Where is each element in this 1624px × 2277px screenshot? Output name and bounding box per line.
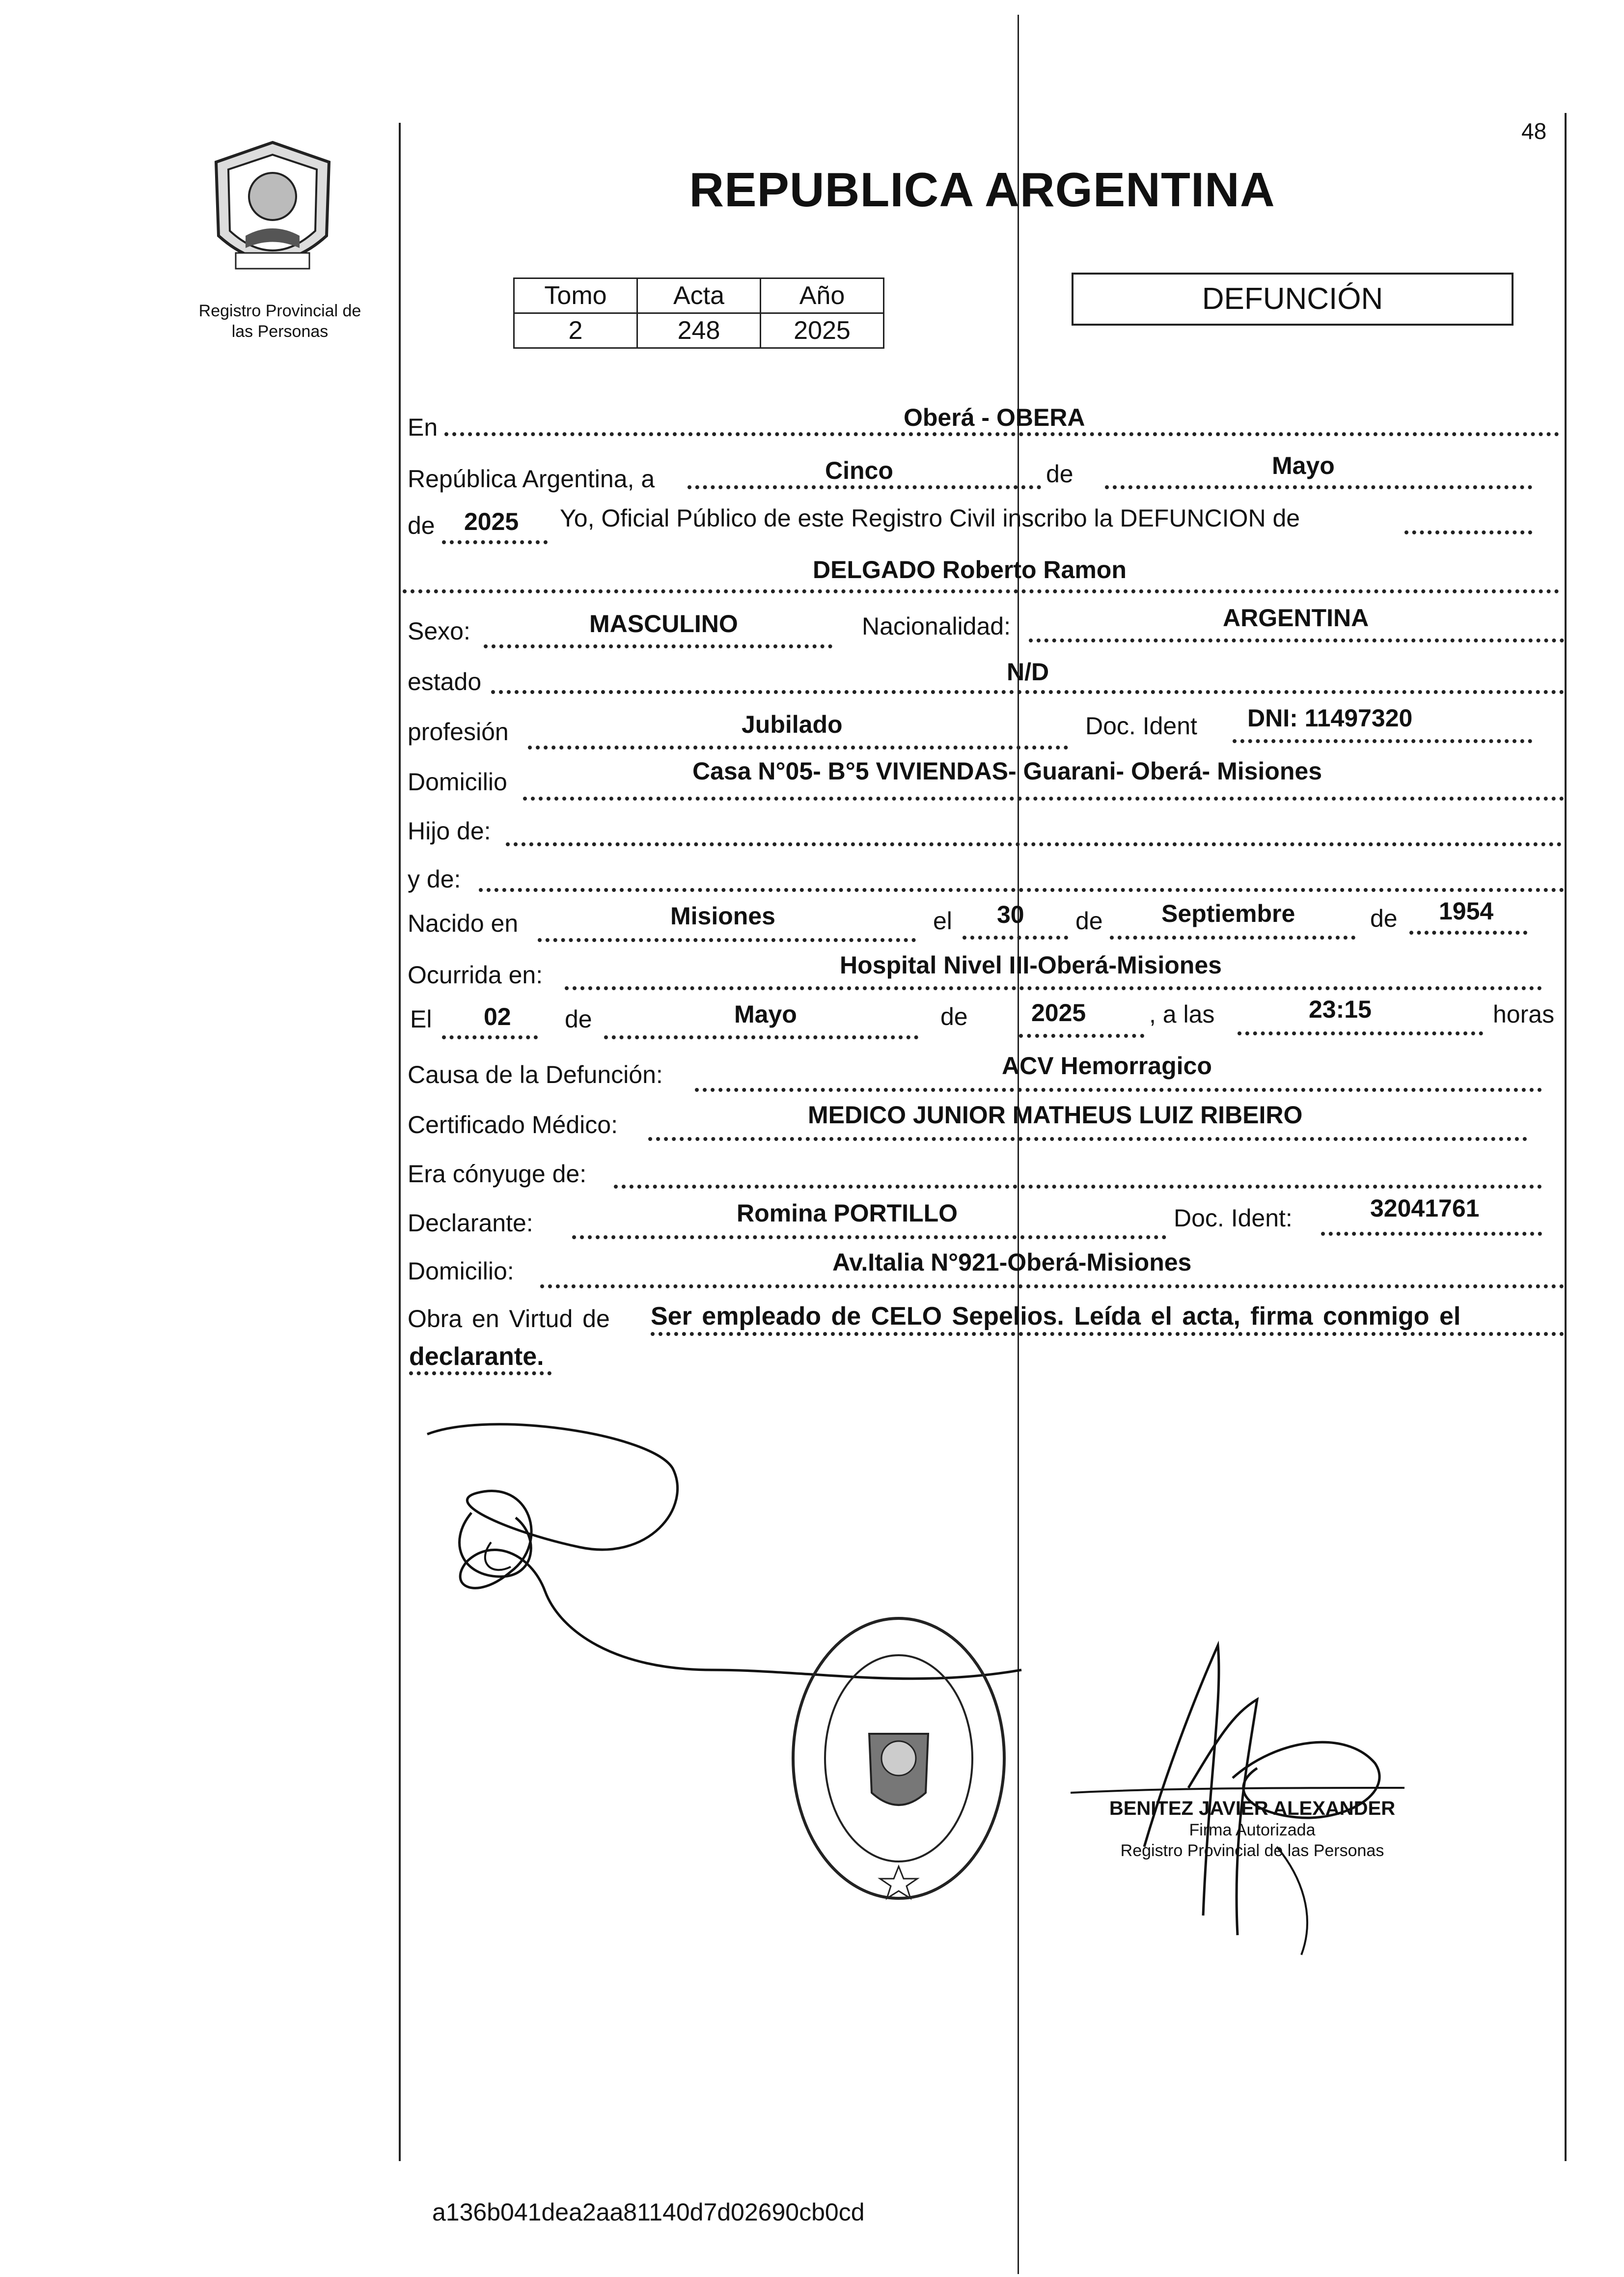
value-sex: MASCULINO (589, 610, 738, 638)
value-nationality: ARGENTINA (1223, 604, 1369, 632)
left-margin-rule (399, 123, 401, 2161)
dotline-name (403, 589, 1559, 593)
label-de-month: de (1046, 460, 1073, 488)
label-profesion: profesión (408, 718, 509, 746)
dotline-city (444, 432, 1559, 436)
signatory-block (1080, 1798, 1424, 1861)
value-birth-day: 30 (997, 901, 1024, 928)
value-profession: Jubilado (742, 711, 843, 738)
anio-header: Año (761, 278, 884, 313)
dotline-physician (648, 1137, 1527, 1141)
label-estado: estado (408, 668, 482, 695)
document-type-box: DEFUNCIÓN (1072, 273, 1514, 326)
tomo-value: 2 (514, 313, 637, 348)
dotline-profession (528, 746, 1068, 750)
value-death-month: Mayo (734, 1000, 797, 1028)
value-address: Casa N°05- B°5 VIVIENDAS- Guarani- Oberá- Misiones (692, 757, 1322, 785)
dotline-declarant-id (1321, 1232, 1542, 1236)
label-hijo-de: Hijo de: (408, 817, 491, 845)
dotline-basis-2 (409, 1371, 551, 1375)
label-domicilio: Domicilio (408, 768, 507, 796)
label-nacido-en: Nacido en (408, 910, 519, 937)
value-declarant: Romina PORTILLO (737, 1199, 958, 1227)
value-death-year: 2025 (1031, 999, 1086, 1027)
dotline-doc (1233, 739, 1532, 743)
value-birth-year: 1954 (1439, 897, 1494, 925)
value-declarant-id: 32041761 (1370, 1194, 1480, 1222)
value-city: Oberá - OBERA (904, 404, 1085, 431)
dotline-father (506, 842, 1562, 846)
tomo-header: Tomo (514, 278, 637, 313)
label-doc-ident: Doc. Ident (1085, 712, 1197, 740)
label-oficial: Yo, Oficial Público de este Registro Civil inscribo la DEFUNCION de (560, 504, 1300, 532)
dotline-death-month (604, 1035, 918, 1039)
document-hash: a136b041dea2aa81140d7d02690cb0cd (432, 2198, 865, 2226)
right-margin-rule (1565, 113, 1567, 2161)
label-y-de: y de: (408, 865, 461, 893)
dotline-birth-month (1110, 936, 1355, 940)
acta-header: Acta (637, 278, 761, 313)
dotline-cause (695, 1088, 1542, 1092)
dotline-death-place (565, 986, 1542, 990)
dotline-mother (479, 888, 1564, 892)
value-year: 2025 (464, 508, 519, 535)
dotline-day (688, 485, 1041, 489)
value-basis-line2: declarante. (409, 1342, 544, 1371)
dotline-address (523, 797, 1564, 801)
label-de-birth-year: de (1370, 905, 1398, 932)
center-fold-line (1018, 15, 1019, 2274)
label-el-death: El (410, 1005, 432, 1033)
signatory-office: Registro Provincial de las Personas (1120, 1841, 1384, 1860)
value-physician: MEDICO JUNIOR MATHEUS LUIZ RIBEIRO (808, 1101, 1303, 1129)
dotline-basis (651, 1332, 1564, 1336)
value-month: Mayo (1272, 452, 1335, 479)
dotline-oficial-end (1404, 530, 1532, 534)
value-death-time: 23:15 (1309, 996, 1372, 1023)
dotline-year (442, 540, 548, 544)
dotline-death-day (442, 1035, 538, 1039)
dotline-birth-place (538, 938, 916, 942)
value-day-words: Cinco (825, 457, 893, 484)
dotline-nationality (1029, 639, 1564, 642)
province-seal (206, 138, 339, 285)
dotline-death-year (1019, 1034, 1144, 1038)
label-domicilio-declarant: Domicilio: (408, 1257, 514, 1285)
value-cause: ACV Hemorragico (1002, 1052, 1212, 1080)
label-republica: República Argentina, a (408, 465, 655, 493)
acta-value: 248 (637, 313, 761, 348)
label-horas: horas (1493, 1000, 1555, 1028)
label-de-year: de (408, 512, 435, 539)
dotline-birth-day (963, 936, 1068, 940)
label-certificado: Certificado Médico: (408, 1111, 618, 1138)
label-nacionalidad: Nacionalidad: (862, 612, 1011, 640)
dotline-birth-year (1409, 931, 1527, 935)
dotline-declarant-address (540, 1284, 1564, 1288)
dotline-spouse (614, 1185, 1542, 1189)
page-title: REPUBLICA ARGENTINA (689, 163, 1275, 217)
label-causa: Causa de la Defunción: (408, 1061, 663, 1088)
label-sexo: Sexo: (408, 617, 470, 645)
signatory-name: BENITEZ JAVIER ALEXANDER (1109, 1798, 1396, 1819)
value-civil-status: N/D (1007, 658, 1049, 686)
value-birth-month: Septiembre (1161, 900, 1295, 927)
label-de-death-month: de (565, 1005, 592, 1033)
label-el-birth: el (933, 907, 952, 935)
dotline-estado (491, 690, 1564, 694)
anio-value: 2025 (761, 313, 884, 348)
value-death-place: Hospital Nivel III-Oberá-Misiones (840, 951, 1222, 979)
value-basis-line1: Ser empleado de CELO Sepelios. Leída el acta, firma conmigo el (651, 1302, 1461, 1331)
label-de-death-year: de (940, 1003, 968, 1030)
registry-table (513, 278, 884, 349)
label-a-las: , a las (1149, 1000, 1215, 1028)
label-conyuge: Era cónyuge de: (408, 1160, 587, 1188)
dotline-sex (484, 644, 832, 648)
page-number: 48 (1521, 118, 1547, 144)
issuer-label: Registro Provincial de las Personas (198, 302, 361, 341)
value-deceased-name: DELGADO Roberto Ramon (813, 556, 1127, 583)
value-document-id: DNI: 11497320 (1247, 704, 1413, 732)
value-declarant-address: Av.Italia N°921-Oberá-Misiones (832, 1249, 1192, 1276)
dotline-declarant (572, 1235, 1166, 1239)
label-doc-ident-declarant: Doc. Ident: (1174, 1204, 1293, 1232)
label-en: En (408, 414, 438, 441)
label-de-birth-month: de (1075, 907, 1103, 935)
signatory-role: Firma Autorizada (1189, 1821, 1316, 1839)
dotline-month (1105, 485, 1532, 489)
delegation-stamp (786, 1611, 1012, 1906)
value-death-day: 02 (484, 1003, 511, 1030)
label-ocurrida-en: Ocurrida en: (408, 961, 543, 989)
label-obra-en-virtud: Obra en Virtud de (408, 1305, 610, 1333)
value-birth-place: Misiones (670, 902, 775, 930)
label-declarante: Declarante: (408, 1209, 533, 1237)
dotline-death-time (1238, 1031, 1483, 1035)
